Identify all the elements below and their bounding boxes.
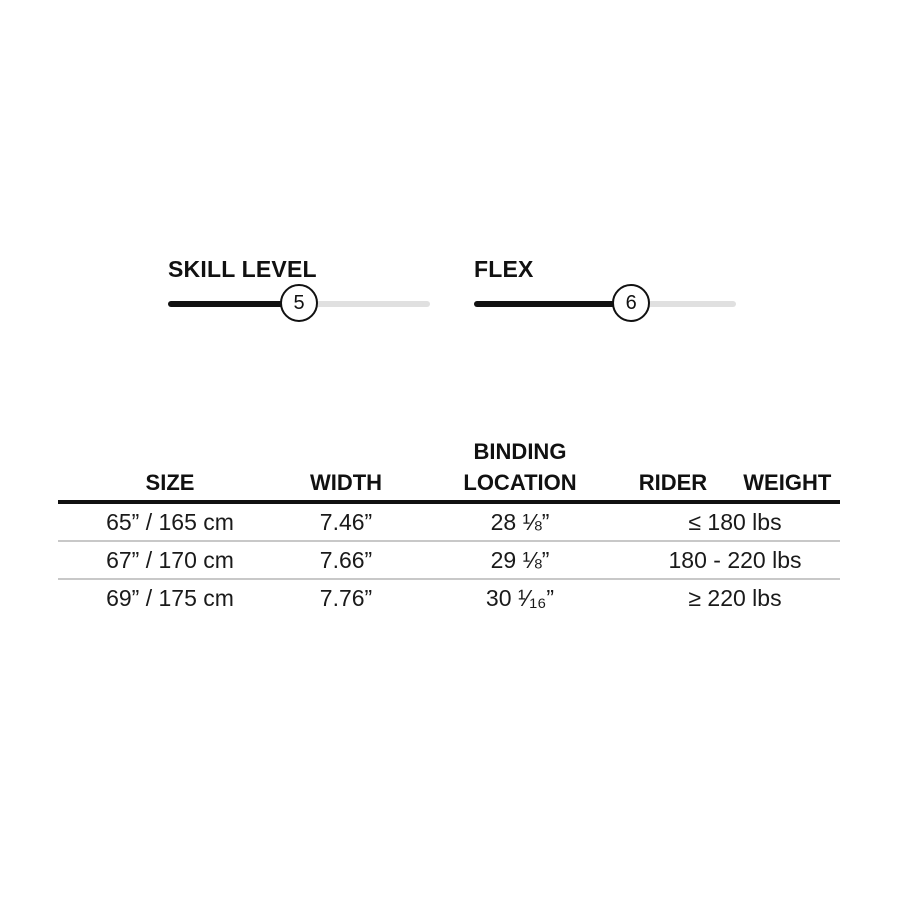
cell-width: 7.66”	[282, 541, 410, 579]
cell-rider-weight: ≤ 180 lbs	[630, 502, 840, 541]
cell-binding-location: 28 ⅛”	[410, 502, 630, 541]
header-size: SIZE	[58, 436, 282, 502]
cell-rider-weight: 180 - 220 lbs	[630, 541, 840, 579]
header-binding-location: BINDING LOCATION	[410, 436, 630, 502]
skill-level-title: SKILL LEVEL	[168, 256, 317, 282]
cell-width: 7.46”	[282, 502, 410, 541]
flex-fill	[474, 301, 631, 307]
flex-track	[474, 292, 736, 314]
header-rider-weight: RIDER WEIGHT	[630, 436, 840, 502]
skill-level-track	[168, 292, 430, 314]
cell-size: 65” / 165 cm	[58, 502, 282, 541]
cell-size: 67” / 170 cm	[58, 541, 282, 579]
skill-level-knob: 5	[280, 284, 318, 322]
table-row	[58, 502, 840, 541]
table-row	[58, 579, 840, 616]
cell-binding-location: 30 ¹⁄₁₆”	[485, 584, 555, 611]
cell-rider-weight: ≥ 220 lbs	[688, 584, 782, 611]
flex-title: FLEX	[474, 256, 534, 282]
cell-width: 7.76”	[319, 584, 373, 611]
table-row	[58, 541, 840, 579]
header-width: WIDTH	[282, 436, 410, 502]
size-chart-table	[58, 436, 840, 616]
cell-size: 69” / 175 cm	[106, 584, 234, 611]
flex-knob: 6	[612, 284, 650, 322]
cell-binding-location: 29 ⅛”	[410, 541, 630, 579]
table-header-row	[58, 436, 840, 502]
